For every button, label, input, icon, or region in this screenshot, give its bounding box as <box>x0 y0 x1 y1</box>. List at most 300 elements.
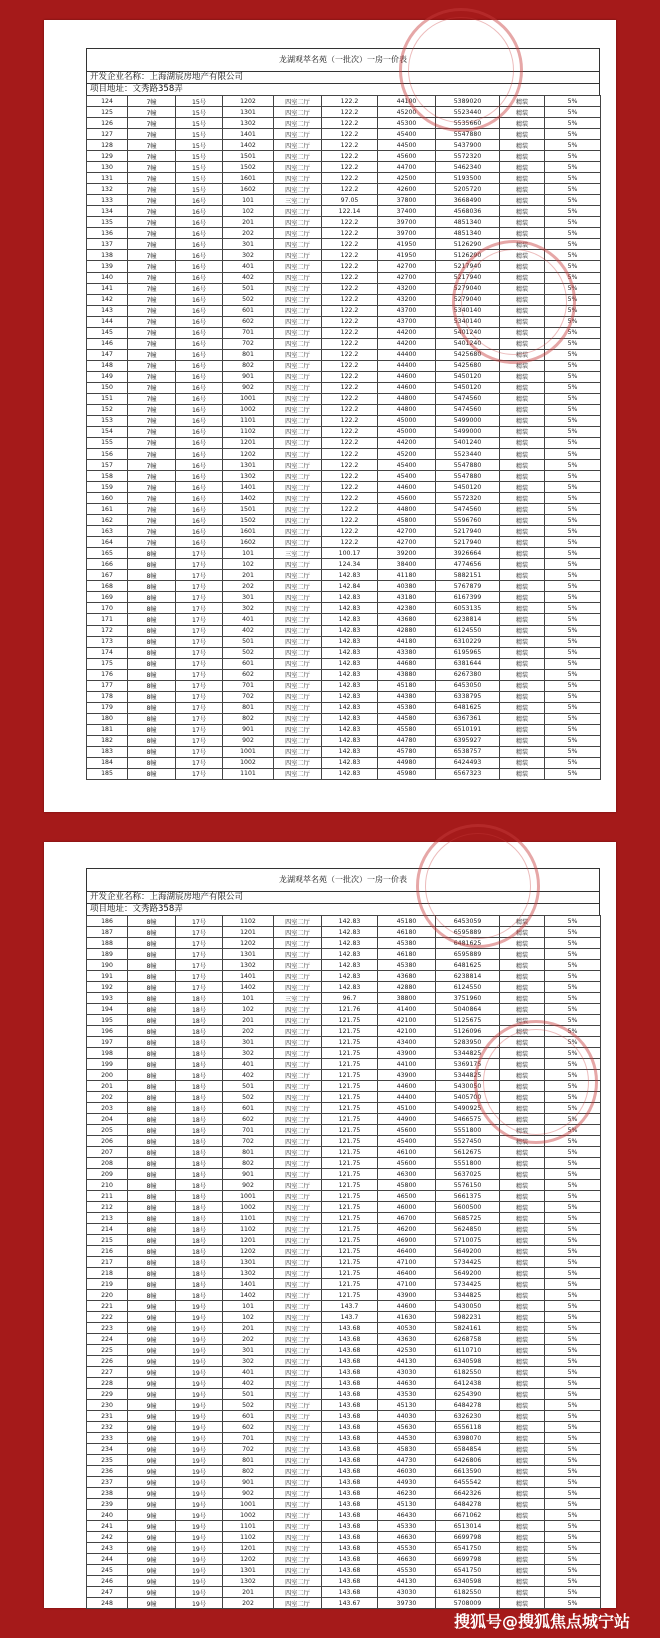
table-cell: 402 <box>223 625 274 636</box>
table-row <box>87 614 601 625</box>
table-cell: 237 <box>87 1477 128 1488</box>
table-row <box>87 1598 601 1609</box>
table-cell: 122.2 <box>322 360 378 371</box>
table-cell: 46400 <box>378 1246 436 1257</box>
table-cell: 9幢 <box>128 1444 176 1455</box>
table-cell: 精装 <box>500 1565 545 1576</box>
table-cell: 精装 <box>500 949 545 960</box>
table-cell: 200 <box>87 1070 128 1081</box>
table-row <box>87 592 601 603</box>
table-cell: 5572320 <box>436 151 500 162</box>
table-cell: 7幢 <box>128 118 176 129</box>
table-cell: 四室二厅 <box>274 1477 322 1488</box>
table-cell: 154 <box>87 426 128 437</box>
table-cell: 143.68 <box>322 1466 378 1477</box>
table-cell: 46230 <box>378 1488 436 1499</box>
table-cell: 122.2 <box>322 460 378 471</box>
table-cell: 124 <box>87 96 128 107</box>
table-cell: 43900 <box>378 1048 436 1059</box>
table-cell: 702 <box>223 338 274 349</box>
table-cell: 602 <box>223 316 274 327</box>
table-cell: 41630 <box>378 1312 436 1323</box>
table-cell: 6484278 <box>436 1499 500 1510</box>
table-cell: 601 <box>223 1411 274 1422</box>
table-cell: 精装 <box>500 1213 545 1224</box>
table-cell: 5551800 <box>436 1158 500 1169</box>
table-row <box>87 471 601 482</box>
table-cell: 四室二厅 <box>274 129 322 140</box>
table-cell: 802 <box>223 713 274 724</box>
table-cell: 7幢 <box>128 471 176 482</box>
table-cell: 17号 <box>176 603 223 614</box>
table-cell: 四室二厅 <box>274 927 322 938</box>
table-cell: 四室二厅 <box>274 1026 322 1037</box>
table-cell: 16号 <box>176 449 223 460</box>
table-cell: 7幢 <box>128 493 176 504</box>
table-cell: 5% <box>545 1400 601 1411</box>
table-cell: 四室二厅 <box>274 680 322 691</box>
table-row <box>87 140 601 151</box>
table-cell: 44600 <box>378 382 436 393</box>
table-cell: 5523440 <box>436 107 500 118</box>
table-cell: 402 <box>223 1378 274 1389</box>
table-cell: 5% <box>545 1499 601 1510</box>
table-cell: 100.17 <box>322 548 378 559</box>
table-cell: 8幢 <box>128 916 176 927</box>
table-cell: 四室二厅 <box>274 1334 322 1345</box>
table-cell: 102 <box>223 559 274 570</box>
table-cell: 1501 <box>223 151 274 162</box>
table-cell: 132 <box>87 184 128 195</box>
table-cell: 203 <box>87 1103 128 1114</box>
table-cell: 42700 <box>378 261 436 272</box>
table-cell: 602 <box>223 1422 274 1433</box>
table-cell: 219 <box>87 1279 128 1290</box>
table-row <box>87 669 601 680</box>
table-cell: 161 <box>87 504 128 515</box>
table-cell: 5% <box>545 217 601 228</box>
table-cell: 18号 <box>176 1246 223 1257</box>
table-cell: 18号 <box>176 1092 223 1103</box>
table-cell: 四室二厅 <box>274 515 322 526</box>
table-cell: 16号 <box>176 327 223 338</box>
table-cell: 195 <box>87 1015 128 1026</box>
table-cell: 精装 <box>500 1147 545 1158</box>
table-cell: 142.83 <box>322 647 378 658</box>
table-row <box>87 603 601 614</box>
table-row <box>87 1026 601 1037</box>
table-cell: 精装 <box>500 1543 545 1554</box>
table-cell: 精装 <box>500 1532 545 1543</box>
table-cell: 5430050 <box>436 1081 500 1092</box>
table-cell: 402 <box>223 1070 274 1081</box>
table-cell: 精装 <box>500 140 545 151</box>
table-row <box>87 537 601 548</box>
table-cell: 122.2 <box>322 349 378 360</box>
table-cell: 18号 <box>176 1213 223 1224</box>
table-cell: 240 <box>87 1510 128 1521</box>
table-cell: 19号 <box>176 1543 223 1554</box>
table-cell: 7幢 <box>128 195 176 206</box>
table-cell: 231 <box>87 1411 128 1422</box>
table-cell: 精装 <box>500 184 545 195</box>
table-cell: 5% <box>545 1378 601 1389</box>
table-cell: 5430050 <box>436 1301 500 1312</box>
table-cell: 四室二厅 <box>274 636 322 647</box>
table-cell: 四室二厅 <box>274 960 322 971</box>
table-cell: 6424493 <box>436 757 500 768</box>
table-cell: 四室二厅 <box>274 1059 322 1070</box>
table-cell: 401 <box>223 261 274 272</box>
table-cell: 6167399 <box>436 592 500 603</box>
table-cell: 121.75 <box>322 1169 378 1180</box>
table-cell: 19号 <box>176 1356 223 1367</box>
table-cell: 16号 <box>176 515 223 526</box>
table-cell: 18号 <box>176 1004 223 1015</box>
table-row <box>87 1125 601 1136</box>
table-cell: 精装 <box>500 404 545 415</box>
table-cell: 7幢 <box>128 371 176 382</box>
table-cell: 122.2 <box>322 272 378 283</box>
table-cell: 19号 <box>176 1378 223 1389</box>
table-cell: 7幢 <box>128 327 176 338</box>
table-cell: 16号 <box>176 195 223 206</box>
table-cell: 1302 <box>223 471 274 482</box>
table-cell: 43030 <box>378 1367 436 1378</box>
table-row <box>87 757 601 768</box>
table-cell: 44600 <box>378 1081 436 1092</box>
table-cell: 1501 <box>223 504 274 515</box>
table-cell: 141 <box>87 283 128 294</box>
table-cell: 143.7 <box>322 1301 378 1312</box>
table-cell: 165 <box>87 548 128 559</box>
table-cell: 142.83 <box>322 658 378 669</box>
table-cell: 122.2 <box>322 162 378 173</box>
table-cell: 5649200 <box>436 1268 500 1279</box>
table-cell: 精装 <box>500 669 545 680</box>
table-cell: 6671062 <box>436 1510 500 1521</box>
table-cell: 精装 <box>500 1411 545 1422</box>
table-cell: 45000 <box>378 415 436 426</box>
table-cell: 222 <box>87 1312 128 1323</box>
table-cell: 18号 <box>176 1180 223 1191</box>
table-row <box>87 927 601 938</box>
table-row <box>87 305 601 316</box>
table-cell: 5% <box>545 960 601 971</box>
price-document-1 <box>86 48 600 780</box>
table-cell: 6699798 <box>436 1554 500 1565</box>
table-row <box>87 1521 601 1532</box>
table-cell: 44130 <box>378 1356 436 1367</box>
table-cell: 6510191 <box>436 724 500 735</box>
table-cell: 122.2 <box>322 393 378 404</box>
table-row <box>87 217 601 228</box>
table-cell: 243 <box>87 1543 128 1554</box>
table-cell: 四室二厅 <box>274 949 322 960</box>
table-cell: 1002 <box>223 404 274 415</box>
table-cell: 精装 <box>500 1235 545 1246</box>
table-cell: 5982231 <box>436 1312 500 1323</box>
table-cell: 42530 <box>378 1345 436 1356</box>
table-cell: 7幢 <box>128 217 176 228</box>
table-cell: 5% <box>545 1521 601 1532</box>
table-cell: 精装 <box>500 614 545 625</box>
table-cell: 135 <box>87 217 128 228</box>
table-cell: 45180 <box>378 916 436 927</box>
table-cell: 122.2 <box>322 129 378 140</box>
table-cell: 166 <box>87 559 128 570</box>
table-cell: 5% <box>545 636 601 647</box>
table-cell: 701 <box>223 327 274 338</box>
table-cell: 122.2 <box>322 449 378 460</box>
table-cell: 197 <box>87 1037 128 1048</box>
table-cell: 44700 <box>378 162 436 173</box>
table-cell: 5126290 <box>436 239 500 250</box>
table-cell: 四室二厅 <box>274 1378 322 1389</box>
table-cell: 19号 <box>176 1422 223 1433</box>
table-cell: 精装 <box>500 1246 545 1257</box>
table-cell: 17号 <box>176 559 223 570</box>
table-cell: 401 <box>223 1059 274 1070</box>
table-cell: 122.2 <box>322 228 378 239</box>
table-cell: 5% <box>545 1356 601 1367</box>
table-cell: 45200 <box>378 449 436 460</box>
table-cell: 39200 <box>378 548 436 559</box>
table-cell: 四室二厅 <box>274 971 322 982</box>
table-cell: 四室二厅 <box>274 1521 322 1532</box>
table-cell: 四室二厅 <box>274 404 322 415</box>
table-cell: 121.75 <box>322 1136 378 1147</box>
table-cell: 902 <box>223 382 274 393</box>
table-row <box>87 1444 601 1455</box>
table-cell: 127 <box>87 129 128 140</box>
table-cell: 1401 <box>223 482 274 493</box>
table-cell: 5576150 <box>436 1180 500 1191</box>
table-cell: 15号 <box>176 162 223 173</box>
table-cell: 198 <box>87 1048 128 1059</box>
table-cell: 5% <box>545 1015 601 1026</box>
table-cell: 精装 <box>500 768 545 779</box>
table-cell: 122.2 <box>322 250 378 261</box>
table-cell: 精装 <box>500 581 545 592</box>
table-cell: 四室二厅 <box>274 603 322 614</box>
table-cell: 19号 <box>176 1499 223 1510</box>
table-cell: 5600500 <box>436 1202 500 1213</box>
table-cell: 17号 <box>176 680 223 691</box>
table-cell: 122.2 <box>322 283 378 294</box>
table-cell: 18号 <box>176 1158 223 1169</box>
table-cell: 9幢 <box>128 1312 176 1323</box>
table-cell: 44900 <box>378 1114 436 1125</box>
table-cell: 四室二厅 <box>274 647 322 658</box>
table-cell: 44400 <box>378 360 436 371</box>
table-cell: 6699798 <box>436 1532 500 1543</box>
table-cell: 246 <box>87 1576 128 1587</box>
table-cell: 三室二厅 <box>274 195 322 206</box>
table-cell: 精装 <box>500 960 545 971</box>
table-cell: 5% <box>545 1455 601 1466</box>
table-row <box>87 327 601 338</box>
table-cell: 122.2 <box>322 437 378 448</box>
table-cell: 16号 <box>176 426 223 437</box>
table-cell: 四室二厅 <box>274 1356 322 1367</box>
table-cell: 1102 <box>223 916 274 927</box>
table-cell: 四室二厅 <box>274 1587 322 1598</box>
table-cell: 18号 <box>176 1081 223 1092</box>
table-cell: 8幢 <box>128 1169 176 1180</box>
table-cell: 101 <box>223 993 274 1004</box>
table-cell: 5535660 <box>436 118 500 129</box>
table-cell: 146 <box>87 338 128 349</box>
table-cell: 122.2 <box>322 118 378 129</box>
table-cell: 1001 <box>223 1191 274 1202</box>
table-cell: 四室二厅 <box>274 1125 322 1136</box>
table-cell: 19号 <box>176 1367 223 1378</box>
table-cell: 8幢 <box>128 1191 176 1202</box>
table-cell: 302 <box>223 1356 274 1367</box>
table-cell: 6340598 <box>436 1576 500 1587</box>
table-cell: 四室二厅 <box>274 437 322 448</box>
table-cell: 202 <box>223 581 274 592</box>
table-cell: 精装 <box>500 96 545 107</box>
table-cell: 5% <box>545 735 601 746</box>
table-cell: 16号 <box>176 316 223 327</box>
table-cell: 6267380 <box>436 669 500 680</box>
table-cell: 1001 <box>223 1499 274 1510</box>
table-cell: 5547880 <box>436 129 500 140</box>
table-cell: 42700 <box>378 526 436 537</box>
table-cell: 精装 <box>500 1059 545 1070</box>
table-cell: 42100 <box>378 1015 436 1026</box>
table-cell: 精装 <box>500 603 545 614</box>
table-row <box>87 382 601 393</box>
table-cell: 四室二厅 <box>274 1345 322 1356</box>
table-cell: 8幢 <box>128 724 176 735</box>
table-cell: 16号 <box>176 382 223 393</box>
table-cell: 1302 <box>223 1268 274 1279</box>
table-cell: 17号 <box>176 647 223 658</box>
table-cell: 245 <box>87 1565 128 1576</box>
table-cell: 5340140 <box>436 305 500 316</box>
table-cell: 精装 <box>500 449 545 460</box>
table-row <box>87 272 601 283</box>
table-cell: 7幢 <box>128 449 176 460</box>
table-row <box>87 426 601 437</box>
table-cell: 5279040 <box>436 294 500 305</box>
table-cell: 208 <box>87 1158 128 1169</box>
table-row <box>87 559 601 570</box>
table-cell: 精装 <box>500 206 545 217</box>
table-cell: 121.75 <box>322 1048 378 1059</box>
table-cell: 5% <box>545 1092 601 1103</box>
table-row <box>87 916 601 927</box>
table-cell: 精装 <box>500 371 545 382</box>
table-cell: 156 <box>87 449 128 460</box>
table-cell: 16号 <box>176 460 223 471</box>
table-cell: 6453059 <box>436 916 500 927</box>
table-cell: 1401 <box>223 129 274 140</box>
table-cell: 44530 <box>378 1433 436 1444</box>
table-cell: 102 <box>223 1004 274 1015</box>
sheet-title: 龙湖观萃名苑（一批次）一房一价表 <box>86 48 600 71</box>
table-cell: 181 <box>87 724 128 735</box>
table-cell: 四室二厅 <box>274 1499 322 1510</box>
table-cell: 44500 <box>378 140 436 151</box>
table-cell: 四室二厅 <box>274 1444 322 1455</box>
table-cell: 7幢 <box>128 206 176 217</box>
table-row <box>87 993 601 1004</box>
table-cell: 6426806 <box>436 1455 500 1466</box>
table-cell: 精装 <box>500 118 545 129</box>
table-cell: 精装 <box>500 173 545 184</box>
table-row <box>87 173 601 184</box>
table-cell: 四室二厅 <box>274 504 322 515</box>
table-cell: 102 <box>223 206 274 217</box>
table-cell: 精装 <box>500 559 545 570</box>
table-cell: 精装 <box>500 493 545 504</box>
table-cell: 5% <box>545 316 601 327</box>
table-row <box>87 1378 601 1389</box>
table-cell: 四室二厅 <box>274 151 322 162</box>
table-cell: 6453050 <box>436 680 500 691</box>
table-cell: 四室二厅 <box>274 1202 322 1213</box>
table-cell: 44580 <box>378 713 436 724</box>
table-cell: 7幢 <box>128 460 176 471</box>
table-row <box>87 625 601 636</box>
table-cell: 501 <box>223 636 274 647</box>
table-cell: 194 <box>87 1004 128 1015</box>
table-cell: 7幢 <box>128 305 176 316</box>
table-cell: 5% <box>545 713 601 724</box>
table-row <box>87 1334 601 1345</box>
table-cell: 143.68 <box>322 1356 378 1367</box>
table-cell: 301 <box>223 592 274 603</box>
table-cell: 17号 <box>176 614 223 625</box>
table-cell: 四室二厅 <box>274 1576 322 1587</box>
table-cell: 238 <box>87 1488 128 1499</box>
table-cell: 5% <box>545 1059 601 1070</box>
table-cell: 7幢 <box>128 283 176 294</box>
table-cell: 42700 <box>378 272 436 283</box>
table-cell: 121.75 <box>322 1235 378 1246</box>
table-cell: 15号 <box>176 129 223 140</box>
table-cell: 143.68 <box>322 1532 378 1543</box>
table-row <box>87 1103 601 1114</box>
table-cell: 44800 <box>378 504 436 515</box>
table-cell: 801 <box>223 1147 274 1158</box>
table-cell: 5% <box>545 1202 601 1213</box>
table-cell: 5% <box>545 526 601 537</box>
table-cell: 17号 <box>176 669 223 680</box>
table-cell: 121.75 <box>322 1213 378 1224</box>
table-cell: 精装 <box>500 1488 545 1499</box>
table-cell: 226 <box>87 1356 128 1367</box>
table-cell: 精装 <box>500 1477 545 1488</box>
table-cell: 44100 <box>378 1059 436 1070</box>
table-cell: 四室二厅 <box>274 1598 322 1609</box>
table-cell: 121.75 <box>322 1037 378 1048</box>
table-cell: 143.7 <box>322 1312 378 1323</box>
table-cell: 四室二厅 <box>274 1565 322 1576</box>
table-row <box>87 206 601 217</box>
table-cell: 205 <box>87 1125 128 1136</box>
table-cell: 7幢 <box>128 294 176 305</box>
table-cell: 5193500 <box>436 173 500 184</box>
table-cell: 121.75 <box>322 1081 378 1092</box>
table-cell: 121.75 <box>322 1158 378 1169</box>
table-cell: 四室二厅 <box>274 1235 322 1246</box>
table-row <box>87 482 601 493</box>
